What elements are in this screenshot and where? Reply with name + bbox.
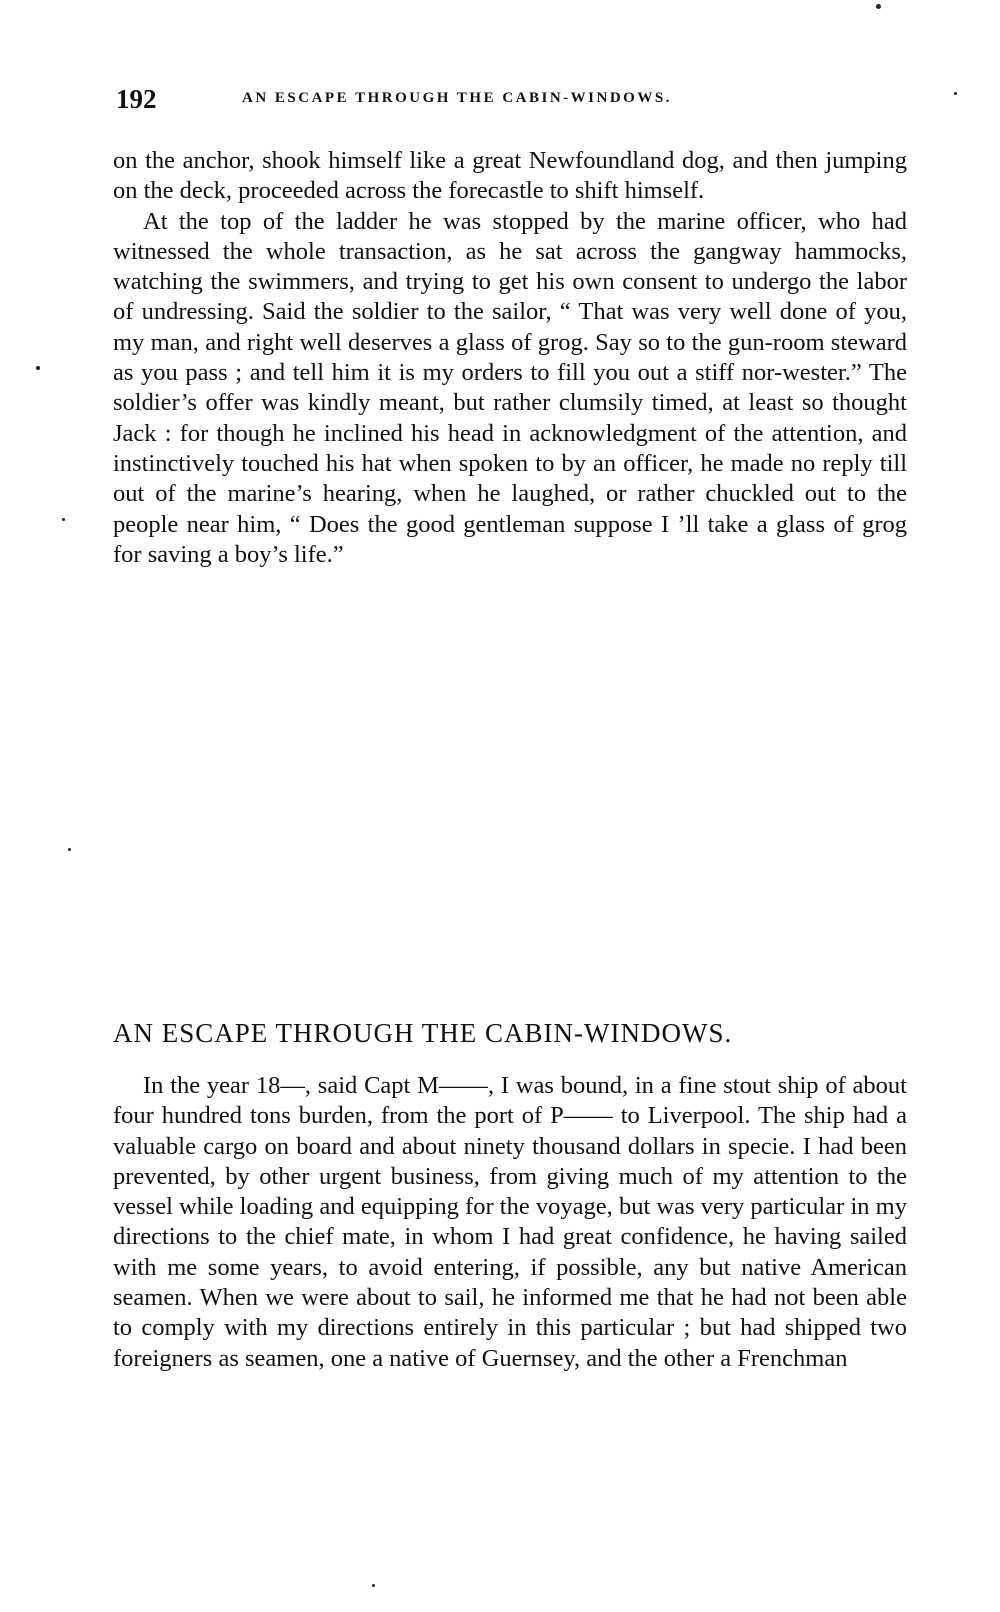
print-speck bbox=[954, 92, 957, 95]
paragraph: At the top of the ladder he was stopped by the marine officer, who had witnessed the whole transaction, as he sat across the gangway hammocks, watching the swimmers, and trying to get his own consent to undergo the labor of undressing. Said the soldier to the sailor, “ That was very well done of you, my man, and right well deserves a glass of grog. Say so to the gun-room steward as you pass ; and tell him it is my orders to fill you out a stiff nor-wester.” The soldier’s offer was kindly meant, but rather clumsily timed, at least so thought Jack : for though he inclined his head in acknowledgment of the attention, and instinctively touched his hat when spoken to by an officer, he made no reply till out of the marine’s hearing, when he laughed, or rather chuckled out to the people near him, “ Does the good gentleman suppose I ’ll take a glass of grog for saving a boy’s life.” bbox=[113, 207, 907, 568]
print-speck bbox=[68, 848, 71, 851]
paragraph: In the year 18—, said Capt M——, I was bound, in a fine stout ship of about four hundred tons burden, from the port of P—— to Liverpool. The ship had a valuable cargo on board and about ninety thousand dollars in specie. I had been prevented, by other urgent business, from giving much of my attention to the vessel while loading and equipping for the voyage, but was very particular in my directions to the chief mate, in whom I had great confidence, he having sailed with me some years, to avoid entering, if possible, any but native American seamen. When we were about to sail, he informed me that he had not been able to comply with my directions entirely in this particular ; but had shipped two foreigners as seamen, one a native of Guernsey, and the other a Frenchman bbox=[113, 1072, 907, 1372]
running-title: AN ESCAPE THROUGH THE CABIN-WINDOWS. bbox=[242, 90, 672, 106]
chapter-body-text bbox=[113, 1071, 907, 1374]
page-number: 192 bbox=[116, 84, 157, 114]
paragraph: on the anchor, shook himself like a great Newfoundland dog, and then jumping on the deck, proceeded across the forecastle to shift himself. bbox=[113, 147, 907, 205]
print-speck bbox=[372, 1584, 375, 1587]
running-head bbox=[116, 84, 916, 114]
continued-story-text bbox=[113, 146, 907, 570]
print-speck bbox=[876, 4, 881, 9]
print-speck bbox=[62, 518, 65, 521]
chapter-title: AN ESCAPE THROUGH THE CABIN-WINDOWS. bbox=[113, 1018, 733, 1048]
print-speck bbox=[36, 366, 40, 370]
